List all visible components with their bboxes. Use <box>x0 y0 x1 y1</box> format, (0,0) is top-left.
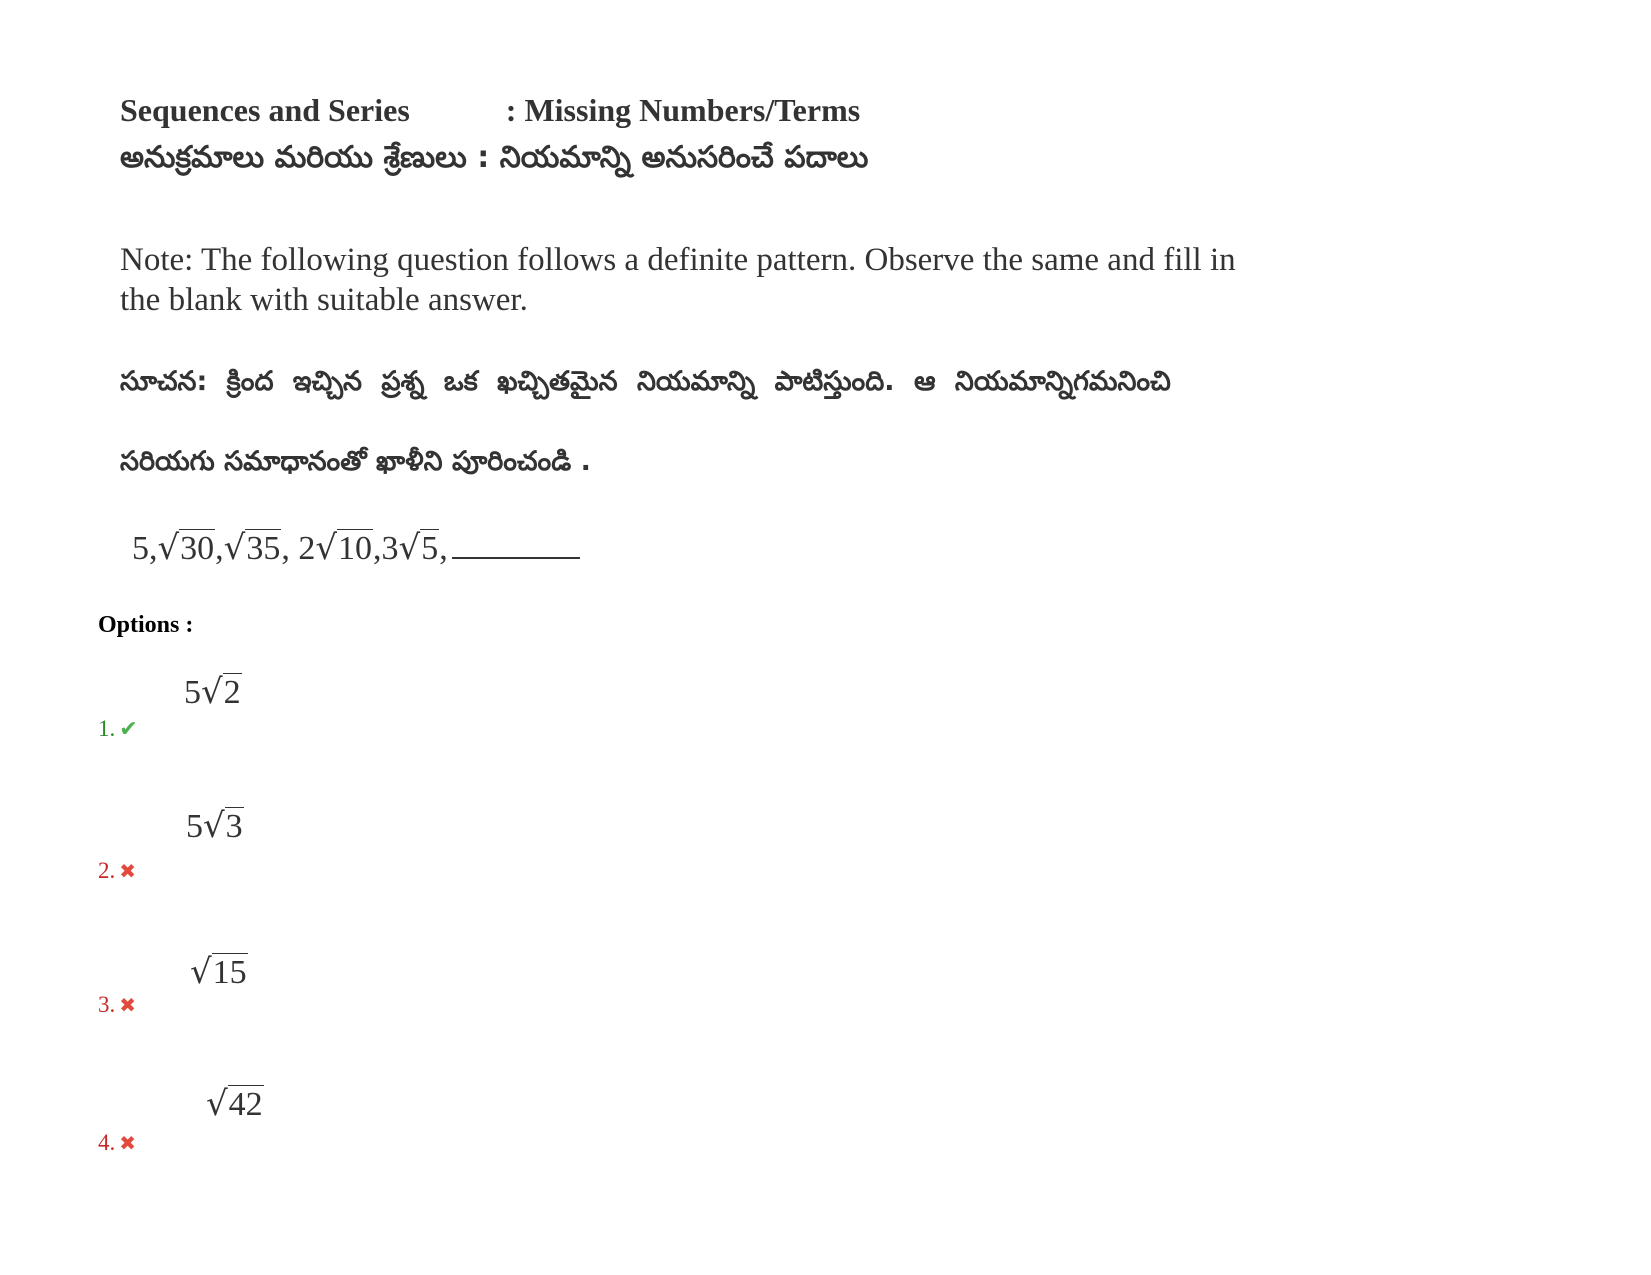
topic-name: Sequences and Series <box>120 92 410 128</box>
sequence-term: 5 <box>132 530 149 567</box>
options-label: Options : <box>98 612 194 638</box>
cross-icon: ✖ <box>119 859 137 883</box>
sequence-term: 3√5 <box>381 528 439 568</box>
topic-heading-english <box>120 92 860 129</box>
option-4[interactable] <box>98 1130 136 1156</box>
note-telugu-line-1: సూచన: క్రింద ఇచ్చిన ప్రశ్న ఒక ఖచ్చితమైన నియమాన్ని పాటిస్తుంది. ఆ నియమాన్నిగమనించి <box>120 366 1171 397</box>
option-number: 4. <box>98 1130 116 1155</box>
cross-icon: ✖ <box>119 1131 137 1155</box>
option-1-value: 5√2 <box>184 672 241 712</box>
sequence-term: 2√10 <box>298 528 373 568</box>
option-4-value: √42 <box>206 1084 263 1124</box>
option-number: 2. <box>98 858 116 883</box>
option-2[interactable] <box>98 858 136 884</box>
note-english-line-2: the blank with suitable answer. <box>120 282 528 318</box>
option-1[interactable] <box>98 716 138 742</box>
note-english <box>120 240 1236 320</box>
topic-subtitle: : Missing Numbers/Terms <box>505 92 861 128</box>
option-number: 3. <box>98 992 116 1017</box>
check-icon: ✔ <box>119 717 138 742</box>
option-3[interactable] <box>98 992 136 1018</box>
cross-icon: ✖ <box>119 993 137 1017</box>
question-sequence: 5,√30,√35, 2√10,3√5, <box>132 528 580 568</box>
topic-heading-telugu: అనుక్రమాలు మరియు శ్రేణులు : నియమాన్ని అనుసరించే పదాలు <box>120 140 869 175</box>
option-3-value: √15 <box>190 952 247 992</box>
option-2-value: 5√3 <box>186 806 243 846</box>
sequence-term: √30 <box>157 528 215 568</box>
answer-blank <box>452 529 580 559</box>
sequence-term: √35 <box>223 528 281 568</box>
note-telugu-line-2: సరియగు సమాధానంతో ఖాళీని పూరించండి . <box>120 446 591 477</box>
note-english-line-1: Note: The following question follows a definite pattern. Observe the same and fill in <box>120 242 1236 278</box>
option-number: 1. <box>98 716 116 741</box>
